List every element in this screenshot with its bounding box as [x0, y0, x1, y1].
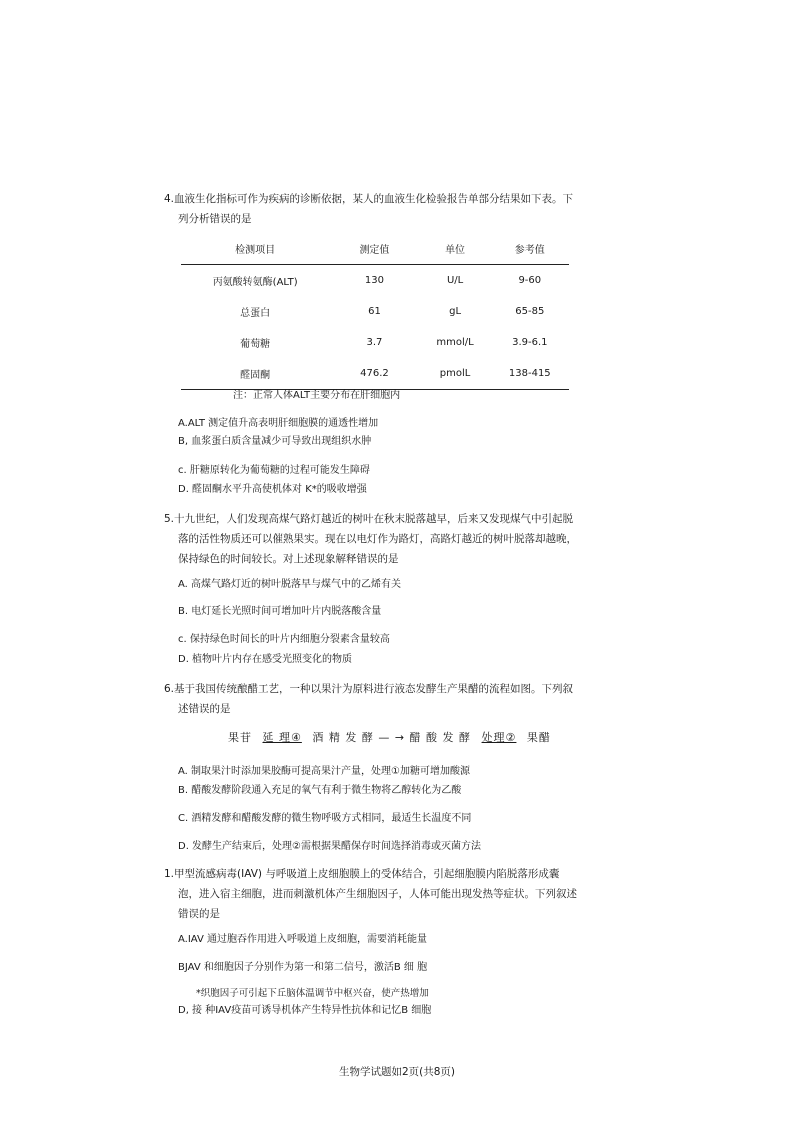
question-6-stem [164, 679, 614, 719]
question-6-option-b: B. 醋酸发酵阶段通入充足的氧气有利于微生物将乙醇转化为乙酸 [178, 785, 462, 796]
question-6-option-d: D. 发酵生产结束后，处理②需根据果醋保存时间选择消毒或灭菌方法 [178, 841, 482, 852]
question-6-option-a: A. 制取果汁时添加果胶酶可提高果汁产量，处理①加糖可增加酸源 [178, 766, 470, 777]
flow-step-treatment-2: 处理② [481, 731, 517, 744]
table-header-value: 测定值 [359, 244, 390, 256]
table-cell: U/L [446, 275, 464, 286]
question-4-option-c: c. 肝糖原转化为葡萄糖的过程可能发生障碍 [178, 465, 370, 476]
table-cell: 61 [368, 306, 381, 317]
question-4-option-b: B, 血浆蛋白质含量减少可导致出现组织水肿 [178, 436, 372, 447]
question-4-option-d: D. 醛固酮水平升高使机体对 K*的吸收增强 [178, 484, 367, 495]
question-7-option-c: *织胞因子可引起下丘脑体温调节中枢兴奋，使产热增加 [196, 988, 429, 999]
table-cell: gL [449, 306, 462, 317]
question-5-option-b: B. 电灯延长光照时间可增加叶片内脱落酸含量 [178, 606, 382, 617]
question-4-stem-line1: 4.血液生化指标可作为疾病的诊断依据，某人的血液生化检验报告单部分结果如下表。下 [164, 193, 574, 205]
question-5-option-a: A. 高煤气路灯近的树叶脱落早与煤气中的乙烯有关 [178, 579, 402, 590]
flow-step-fruit: 果苷 [228, 731, 252, 744]
table-cell: 总蛋白 [240, 308, 271, 319]
question-7-option-b: BJAV 和细胞因子分别作为第一和第二信号，激活B 细 胞 [178, 962, 428, 973]
table-header-reference: 参考值 [514, 244, 545, 256]
question-7-stem-line2: 泡，进入宿主细胞，进而刺激机体产生细胞因子，人体可能出现发热等症状。下列叙述 [178, 888, 577, 900]
table-cell: 138-415 [508, 368, 551, 379]
question-6-stem-line1: 6.基于我国传统酿醋工艺，一种以果汁为原料进行液态发酵生产果醋的流程如图。下列叙 [164, 683, 574, 695]
table-cell: 3.9-6.1 [512, 337, 548, 348]
question-5-stem [164, 509, 614, 569]
question-5-option-d: D. 植物叶片内存在感受光照变化的物质 [178, 654, 353, 665]
question-7-option-d: D, 接 种IAV疫苗可诱导机体产生特异性抗体和记忆B 细胞 [178, 1005, 432, 1016]
table-row [181, 296, 569, 327]
table-cell: 葡萄糖 [240, 339, 271, 350]
question-5-stem-line1: 5.十九世纪，人们发现高煤气路灯越近的树叶在秋末脱落越早，后来又发现煤气中引起脱 [164, 513, 574, 525]
question-5-option-c: c. 保持绿色时间长的叶片内细胞分裂素含量较高 [178, 634, 390, 645]
table-note: 注：正常人体ALT主要分布在肝细胞内 [233, 390, 401, 401]
table-cell: mmol/L [436, 337, 474, 348]
table-header-row [181, 232, 569, 265]
flow-step-treatment-1: 延 理④ [262, 731, 302, 744]
lab-results-table [181, 232, 569, 390]
flow-step-vinegar: 果醋 [526, 731, 551, 744]
table-row [181, 265, 569, 297]
question-7-stem-line1: 1.甲型流感病毒(IAV) 与呼吸道上皮细胞膜上的受体结合，引起细胞膜内陷脱落形成囊 [164, 868, 560, 880]
fermentation-flow-diagram [228, 729, 557, 745]
table-cell: 9-60 [518, 275, 542, 286]
table-row [181, 358, 569, 390]
table-header-unit: 单位 [445, 244, 466, 256]
question-4-stem-line2: 列分析错误的是 [178, 213, 252, 225]
table-cell: 3.7 [366, 337, 383, 348]
table-cell: 130 [364, 275, 384, 286]
table-cell: 65-85 [515, 306, 545, 317]
question-5-stem-line2: 落的活性物质还可以催熟果实。现在以电灯作为路灯，高路灯越近的树叶脱落却越晚， [178, 533, 577, 545]
question-7-stem-line3: 错误的是 [178, 908, 220, 920]
table-cell: pmolL [439, 368, 471, 379]
question-4-option-a: A.ALT 测定值升高表明肝细胞膜的通透性增加 [178, 418, 379, 429]
question-4-stem [164, 189, 614, 229]
table-cell: 醛固酮 [240, 370, 271, 381]
page-footer: 生物学试题如2页(共8页) [338, 1066, 456, 1078]
question-6-stem-line2: 述错误的是 [178, 703, 231, 715]
table-header-item: 检测项目 [235, 244, 276, 256]
table-row [181, 327, 569, 358]
table-cell: 476.2 [360, 368, 389, 379]
question-7-stem [164, 864, 614, 924]
table-cell: 丙氨酸转氨酶(ALT) [212, 277, 298, 288]
flow-step-fermentation: 酒 精 发 酵 — → 醋 酸 发 酵 [312, 731, 472, 744]
question-6-option-c: C. 酒精发酵和醋酸发酵的微生物呼吸方式相同，最适生长温度不同 [178, 813, 472, 824]
question-7-option-a: A.IAV 通过胞吞作用进入呼吸道上皮细胞，需要消耗能量 [178, 934, 428, 945]
question-5-stem-line3: 保持绿色的时间较长。对上述现象解释错误的是 [178, 553, 399, 565]
